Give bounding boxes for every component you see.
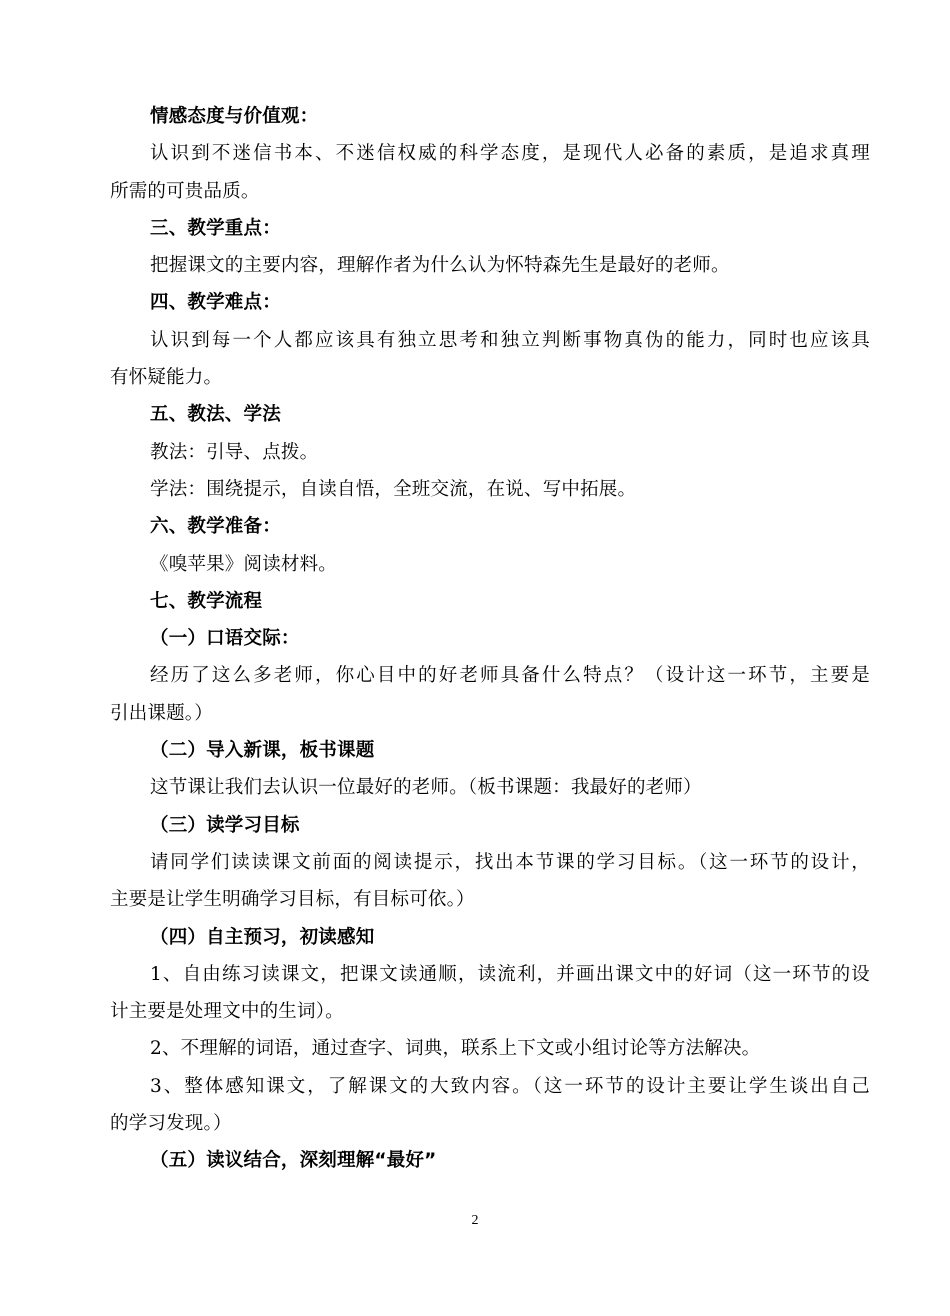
paragraph-line: 《嗅苹果》阅读材料。: [150, 553, 338, 575]
paragraph-line: 这节课让我们去认识一位最好的老师。（板书课题：我最好的老师）: [150, 777, 702, 799]
paragraph-line: 教法：引导、点拨。: [150, 441, 319, 463]
section-heading-methods: 五、教法、学法: [150, 404, 281, 426]
page-number: 2: [471, 1213, 479, 1228]
paragraph-line: 认识到每一个人都应该具有独立思考和独立判断事物真伪的能力，同时也应该具: [150, 329, 870, 351]
paragraph-line: 经历了这么多老师，你心目中的好老师具备什么特点？（设计这一环节，主要是: [150, 665, 870, 687]
paragraph-line: 认识到不迷信书本、不迷信权威的科学态度，是现代人必备的素质，是追求真理: [150, 143, 870, 165]
paragraph-line: 请同学们读读课文前面的阅读提示，找出本节课的学习目标。（这一环节的设计，: [150, 851, 870, 873]
section-heading-key-points: 三、教学重点：: [150, 217, 281, 239]
section-heading-difficulties: 四、教学难点：: [150, 292, 281, 314]
paragraph-line: 引出课题。）: [110, 702, 213, 724]
subsection-heading: （一）口语交际：: [150, 628, 300, 650]
list-item-line: 2、不理解的词语，通过查字、词典，联系上下文或小组讨论等方法解决。: [150, 1038, 761, 1060]
paragraph-line: 有怀疑能力。: [110, 367, 223, 389]
list-item-line: 3、整体感知课文，了解课文的大致内容。（这一环节的设计主要让学生谈出自己: [150, 1075, 870, 1097]
paragraph-line: 把握课文的主要内容，理解作者为什么认为怀特森先生是最好的老师。: [150, 255, 730, 277]
list-item-line: 的学习发现。）: [110, 1113, 232, 1135]
section-heading-process: 七、教学流程: [150, 590, 263, 612]
subsection-heading: （五）读议结合，深刻理解“最好”: [150, 1150, 437, 1172]
subsection-heading: （二）导入新课，板书课题: [150, 740, 375, 762]
section-heading-preparation: 六、教学准备：: [150, 516, 281, 538]
list-item-line: 计主要是处理文中的生词）。: [110, 1001, 344, 1023]
paragraph-line: 主要是让学生明确学习目标，有目标可依。）: [110, 889, 475, 911]
document-body: [110, 98, 870, 1180]
paragraph-line: 学法：围绕提示，自读自悟，全班交流，在说、写中拓展。: [150, 478, 637, 500]
subsection-heading: （四）自主预习，初读感知: [150, 926, 375, 948]
section-heading-emotion: 情感态度与价值观：: [150, 106, 319, 127]
paragraph-line: 所需的可贵品质。: [110, 180, 260, 202]
list-item-line: 1、自由练习读课文，把课文读通顺，读流利，并画出课文中的好词（这一环节的设: [150, 963, 870, 985]
subsection-heading: （三）读学习目标: [150, 814, 300, 836]
